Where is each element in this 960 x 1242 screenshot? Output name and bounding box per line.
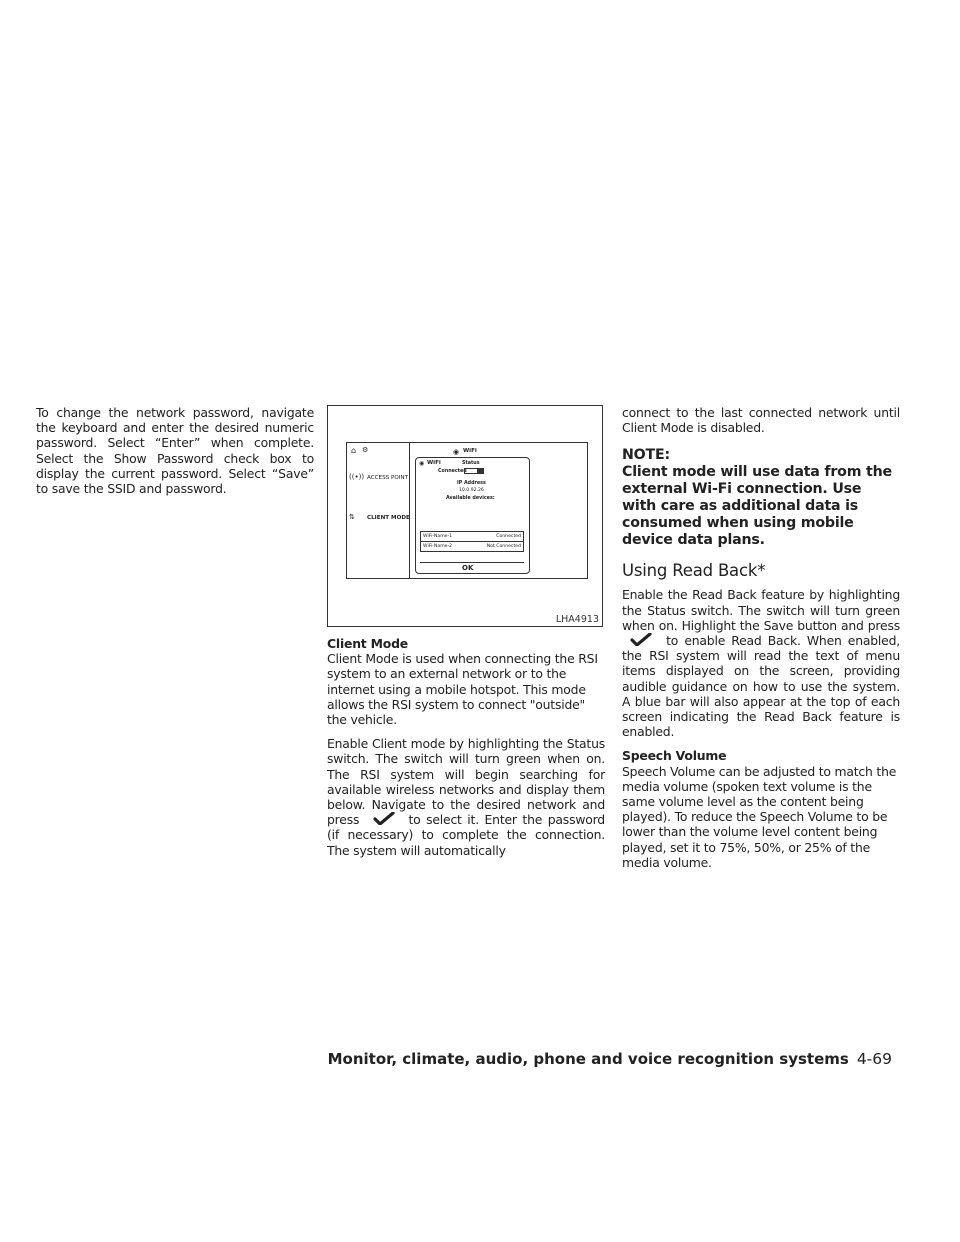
checkmark-icon (622, 633, 660, 646)
figure-label: LHA4913 (555, 614, 599, 625)
client-mode-paragraph: Client Mode is used when connecting the RSI system to an external network or to the internet using a mobile hotspot. This mode allows the RSI system to connect "outside" the vehicle. (327, 651, 598, 728)
middle-column (327, 636, 605, 867)
status-toggle (464, 468, 484, 474)
note-label: NOTE: (622, 447, 670, 464)
network-state: Connected (496, 533, 521, 539)
enable-client-text-start: Enable Client mode by highlighting the Status switch. The switch will turn green when on. The RSI system will begin searching for available wireless networks and display them below. Navigate to the desired network and press (327, 736, 605, 828)
speech-volume-heading: Speech Volume (622, 748, 727, 764)
note-text: Client mode will use data from the external Wi-Fi connection. Use with care as additional data is consumed when using mobile device data plans. (622, 464, 892, 549)
dialog-title: WiFi (427, 460, 441, 466)
wifi-dialog (415, 457, 530, 574)
network-list (420, 531, 524, 552)
screen-divider (409, 443, 410, 578)
wifi-client-mode-figure (327, 405, 603, 627)
status-label: Status (462, 461, 480, 466)
left-column (36, 405, 314, 505)
header-wifi-label: WiFi (463, 448, 477, 454)
client-mode-heading: Client Mode (327, 636, 408, 651)
note-block (622, 447, 900, 549)
ok-button: OK (462, 564, 474, 572)
read-back-text-end: to enable Read Back. When enabled, the RSI system will read the text of menu items displayed on the screen, providing audible guidance on how to use the system. A blue bar will also appear at the top of each screen indicating the Read Back feature is enabled. (622, 633, 900, 740)
network-row (421, 532, 523, 542)
page-footer (328, 1050, 892, 1068)
gear-icon: ⚙ (362, 446, 369, 454)
ip-address-value: 10.0.92.26 (459, 488, 484, 493)
right-column (622, 405, 900, 879)
access-point-icon: ((•)) (349, 473, 365, 481)
continuation-paragraph: connect to the last connected network until Client Mode is disabled. (622, 405, 900, 436)
chapter-title: Monitor, climate, audio, phone and voice recognition systems (327, 1050, 849, 1068)
page-number: 4-69 (856, 1050, 892, 1068)
client-mode-label: CLIENT MODE (367, 515, 410, 521)
available-devices-label: Available devices: (446, 496, 495, 501)
network-name: WiFi-Name-2 (423, 543, 453, 549)
home-icon: ⌂ (351, 446, 357, 455)
status-value: Connected (438, 469, 467, 474)
password-paragraph: To change the network password, navigate the keyboard and enter the desired numeric password. Select “Enter” when complete. Select the Show Password check box to display the current password. Select “Save” to save the SSID and password. (36, 405, 314, 497)
section-title: Using Read Back* (622, 561, 766, 581)
dialog-wifi-icon: ◉ (419, 460, 425, 467)
checkmark-icon (365, 812, 403, 825)
access-point-label: ACCESS POINT (367, 475, 408, 481)
wifi-icon: ◉ (453, 448, 460, 456)
network-row (421, 542, 523, 551)
speech-volume-paragraph: Speech Volume can be adjusted to match the media volume (spoken text volume is the same volume level as the content being played). To reduce the Speech Volume to be lower than the volume level content being played, set it to 75%, 50%, or 25% of the media volume. (622, 763, 897, 870)
client-mode-icon: ⇅ (349, 513, 355, 521)
read-back-text-start: Enable the Read Back feature by highlighting the Status switch. The switch will turn green when on. Highlight the Save button and press (622, 587, 900, 633)
ok-separator (420, 562, 524, 563)
ip-address-label: IP Address (457, 481, 486, 486)
enable-client-text-end: to select it. Enter the password (if necessary) to complete the connection. The system will automatically (327, 812, 605, 858)
network-name: WiFi-Name-1 (423, 533, 453, 539)
network-state: Not Connected (486, 543, 521, 549)
screen-illustration (346, 442, 588, 579)
